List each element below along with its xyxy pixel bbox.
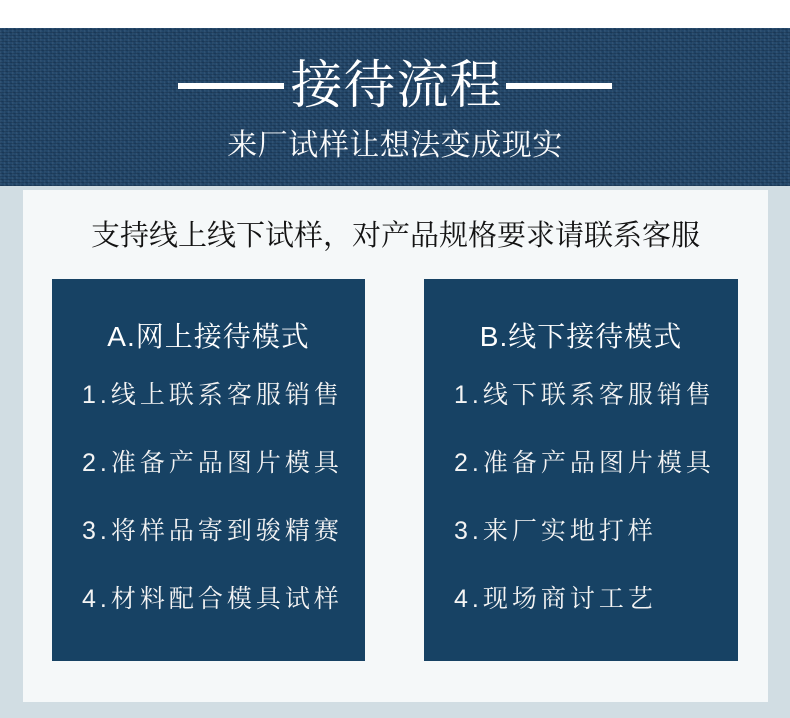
banner-subtitle: 来厂试样让想法变成现实 [227, 129, 563, 162]
mode-box-online-title: A.网上接待模式 [107, 321, 310, 352]
boxes-row [23, 279, 768, 661]
content-card [23, 190, 768, 702]
step-item: 3.来厂实地打样 [454, 517, 657, 545]
mode-box-online-steps [52, 383, 365, 612]
mode-box-offline [424, 279, 738, 661]
step-item: 3.将样品寄到骏精赛 [82, 517, 343, 545]
banner-title-row [0, 58, 790, 114]
title-rule-left [178, 83, 284, 89]
step-item: 4.现场商讨工艺 [454, 585, 657, 613]
step-item: 4.材料配合模具试样 [82, 585, 343, 613]
mode-box-offline-title: B.线下接待模式 [479, 321, 683, 352]
step-item: 2.准备产品图片模具 [82, 449, 343, 477]
banner [0, 28, 790, 186]
mode-box-offline-steps [424, 383, 738, 612]
title-rule-right [506, 83, 612, 89]
step-item: 1.线下联系客服销售 [454, 381, 715, 409]
mode-box-online [52, 279, 365, 661]
step-item: 1.线上联系客服销售 [82, 381, 343, 409]
step-item: 2.准备产品图片模具 [454, 449, 715, 477]
card-heading: 支持线上线下试样，对产品规格要求请联系客服 [90, 220, 700, 252]
banner-title: 接待流程 [290, 57, 503, 115]
top-whitespace [0, 0, 790, 28]
